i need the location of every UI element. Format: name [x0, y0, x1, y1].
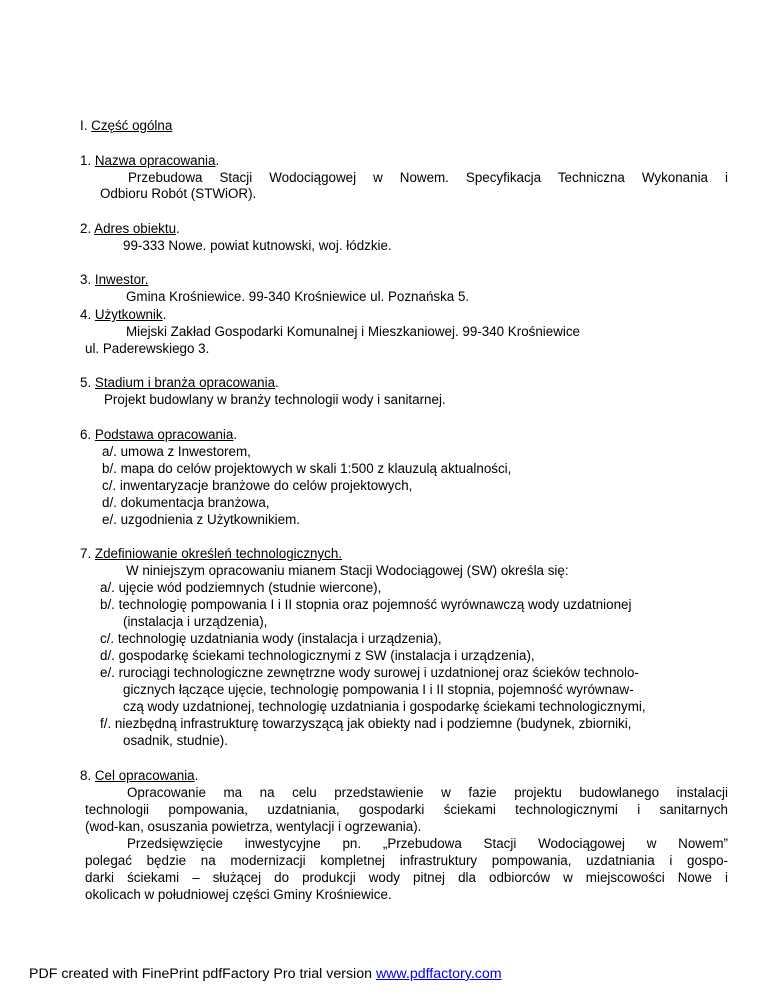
item-5-text-line: Projekt budowlany w branży technologii wody i sanitarnej. — [104, 392, 446, 407]
item-7-text-line: gicznych łączące ujęcie, technologię pompowania I i II stopnia, pojemność wyrównaw- — [123, 682, 634, 697]
item-1-text-line: Przebudowa Stacji Wodociągowej w Nowem. Specyfikacja Techniczna Wykonania i — [128, 170, 728, 185]
item-6-list-item: c/. inwentaryzacje branżowe do celów projektowych, — [102, 478, 413, 493]
item-1-text-line: Odbioru Robót (STWiOR). — [100, 186, 257, 201]
item-6-list-item: e/. uzgodnienia z Użytkownikiem. — [102, 512, 300, 527]
item-4-title: Użytkownik — [94, 307, 163, 322]
item-8-text-line: (wod-kan, osuszania powietrza, wentylacji i ogrzewania). — [85, 819, 422, 834]
item-7-heading: 7. Zdefiniowanie określeń technologicznych. — [80, 546, 343, 561]
item-7-text-line: e/. rurociągi technologiczne zewnętrzne wody surowej i uzdatnionej oraz ścieków technolo- — [100, 665, 639, 680]
pdf-footer — [29, 965, 502, 983]
item-6-heading: 6. Podstawa opracowania. — [80, 427, 238, 442]
item-7-text-line: osadnik, studnie). — [123, 733, 228, 748]
item-8-text-line: technologii pompowania, uzdatniania, gospodarki ściekami technologicznymi i sanitarnych — [85, 802, 728, 817]
item-5-heading: 5. Stadium i branża opracowania. — [80, 375, 279, 390]
item-6-list-item: d/. dokumentacja branżowa, — [102, 495, 270, 510]
item-6-list-item: b/. mapa do celów projektowych w skali 1:500 z klauzulą aktualności, — [102, 461, 512, 476]
item-2-heading: 2. Adres obiektu. — [80, 221, 180, 236]
item-5-title: Stadium i branża opracowania — [94, 375, 276, 390]
item-7-title: Zdefiniowanie określeń technologicznych. — [94, 546, 343, 561]
item-8-heading: 8. Cel opracowania. — [80, 768, 199, 783]
item-8-text-line: polegać będzie na modernizacji kompletnej infrastruktury pompowania, uzdatniania i gospo- — [85, 853, 728, 868]
item-7-text-line: c/. technologię uzdatniania wody (instalacja i urządzenia), — [100, 631, 442, 646]
item-8-text-line: Opracowanie ma na celu przedstawienie w fazie projektu budowlanego instalacji — [127, 785, 728, 800]
item-3-title: Inwestor. — [94, 272, 149, 287]
item-1-title: Nazwa opracowania — [94, 153, 216, 168]
item-4-text-line: ul. Paderewskiego 3. — [85, 341, 210, 356]
pdffactory-link[interactable]: www.pdffactory.com — [375, 966, 502, 982]
item-8-text-line: darki ściekami – służącej do produkcji wody pitnej dla odbiorców w miejscowości Nowe i — [85, 870, 728, 885]
section-heading-title: Część ogólna — [91, 118, 173, 133]
item-7-intro: W niniejszym opracowaniu mianem Stacji Wodociągowej (SW) określa się: — [126, 563, 569, 578]
item-4-heading: 4. Użytkownik. — [80, 307, 167, 322]
item-8-title: Cel opracowania — [94, 768, 195, 783]
item-7-text-line: b/. technologię pompowania I i II stopnia oraz pojemność wyrównawczą wody uzdatnionej — [100, 597, 632, 612]
item-4-text-line: Miejski Zakład Gospodarki Komunalnej i Mieszkaniowej. 99-340 Krośniewice — [126, 324, 581, 339]
item-1-heading: 1. Nazwa opracowania. — [80, 153, 220, 168]
item-7-text-line: czą wody uzdatnionej, technologię uzdatniania i gospodarkę ściekami technologicznymi, — [123, 699, 646, 714]
section-heading: I. Część ogólna — [80, 118, 173, 133]
item-7-text-line: (instalacja i urządzenia), — [123, 614, 268, 629]
item-6-title: Podstawa opracowania — [94, 427, 234, 442]
item-8-text-line: Przedsięwzięcie inwestycyjne pn. „Przebudowa Stacji Wodociągowej w Nowem” — [127, 836, 728, 851]
item-3-text-line: Gmina Krośniewice. 99-340 Krośniewice ul. Poznańska 5. — [126, 289, 470, 304]
item-2-text-line: 99-333 Nowe. powiat kutnowski, woj. łódzkie. — [123, 238, 392, 253]
item-6-list-item: a/. umowa z Inwestorem, — [102, 444, 251, 459]
item-2-title: Adres obiektu — [94, 221, 177, 236]
item-7-text-line: d/. gospodarkę ściekami technologicznymi z SW (instalacja i urządzenia), — [100, 648, 535, 663]
item-7-text-line: a/. ujęcie wód podziemnych (studnie wiercone), — [100, 580, 382, 595]
footer-text: PDF created with FinePrint pdfFactory Pro trial version — [29, 966, 376, 982]
item-8-text-line: okolicach w południowej części Gminy Krośniewice. — [85, 887, 392, 902]
item-7-text-line: f/. niezbędną infrastrukturę towarzyszącą jak obiekty nad i podziemne (budynek, zbiorniki, — [100, 716, 632, 731]
item-3-heading: 3. Inwestor. — [80, 272, 149, 287]
